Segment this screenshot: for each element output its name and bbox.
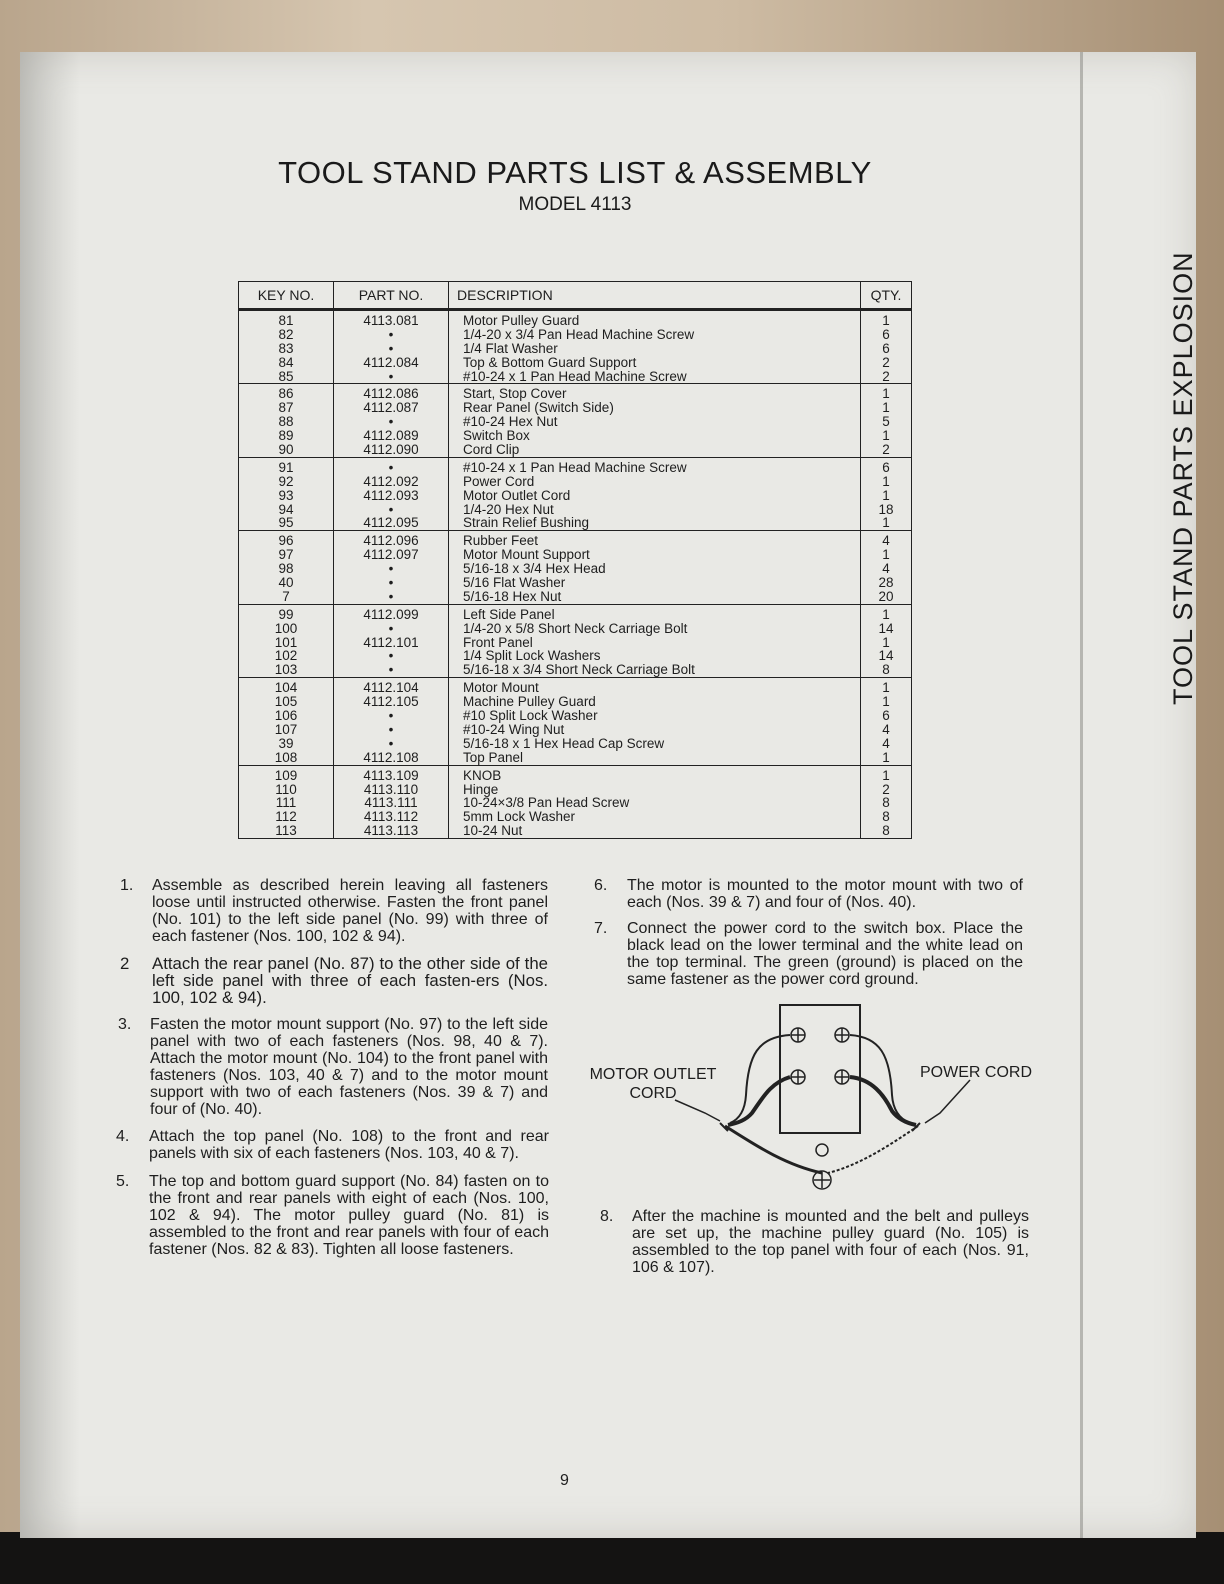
table-cell-line: 6 [882, 459, 890, 475]
table-cell-line: 4112.099 [363, 606, 419, 622]
table-cell-line: • [388, 501, 394, 517]
table-cell-line: 8 [882, 809, 890, 825]
part-no-cell [334, 531, 449, 604]
table-cell-line: #10 Split Lock Washer [463, 708, 598, 724]
table-cell-line: Hinge [463, 781, 499, 797]
table-cell-line: 5/16 Flat Washer [463, 575, 566, 591]
table-cell-line: 1 [882, 547, 890, 563]
table-cell-line: 4112.108 [363, 749, 419, 765]
table-cell-line: 5/16-18 x 3/4 Hex Head [463, 561, 606, 577]
table-cell-line: 1 [882, 694, 890, 710]
table-cell-line: 92 [278, 473, 294, 489]
key-no-cell [239, 765, 334, 838]
label-arrow-left [675, 1100, 720, 1121]
table-cell-line: • [388, 708, 394, 724]
table-cell-line: 2 [882, 781, 890, 797]
step-text: Assemble as described herein leaving all fasteners loose until instructed otherwise. Fasten the front panel (No. 101) to the left side panel (No. 99) with three of each fastener (Nos. 100, 102 & 94). [152, 877, 548, 945]
table-cell-line: • [388, 662, 394, 678]
step-number: 4. [116, 1128, 130, 1145]
table-cell-line: 109 [274, 767, 298, 783]
step-text: After the machine is mounted and the belt and pulleys are set up, the machine pulley guard (No. 105) is assembled to the top panel with four of each (Nos. 91, 106 & 107). [632, 1208, 1029, 1276]
table-cell-line: 89 [278, 428, 294, 444]
table-cell-line: #10-24 Hex Nut [463, 414, 558, 430]
table-cell-line: 4112.105 [363, 694, 419, 710]
table-cell-line: 10-24 Nut [463, 823, 523, 839]
table-cell-line: #10-24 x 1 Pan Head Machine Screw [463, 368, 687, 384]
table-cell-line: Cord Clip [463, 442, 520, 458]
wiring-diagram [580, 995, 1040, 1200]
table-cell-line: 90 [278, 442, 294, 458]
table-cell-line: Motor Outlet Cord [463, 487, 571, 503]
table-cell-line: 91 [278, 459, 294, 475]
table-cell-line: • [388, 459, 394, 475]
table-cell-line: 101 [274, 634, 298, 650]
terminal-screws [791, 1028, 849, 1084]
table-cell-line: 4 [882, 561, 890, 577]
table-cell-line: 1 [882, 400, 890, 416]
table-cell-line: 4113.113 [363, 823, 419, 839]
step-text: The top and bottom guard support (No. 84) fasten on to the front and rear panels with eight of each (Nos. 100, 102 & 94). The motor pulley guard (No. 81) is assembled to the front and rear panels with four of each fastener (Nos. 82 & 83). Tighten all loose fasteners. [149, 1173, 549, 1258]
part-no-cell [334, 604, 449, 677]
label-line-2: CORD [629, 1085, 677, 1102]
table-cell-line: 108 [274, 749, 298, 765]
table-cell-line: 2 [882, 442, 890, 458]
table-cell-line: 4112.087 [363, 400, 419, 416]
table-cell-line: Motor Pulley Guard [463, 313, 580, 328]
qty-cell [861, 678, 912, 765]
table-cell-line: • [388, 414, 394, 430]
table-cell-line: 1 [882, 313, 890, 328]
table-cell-line: 104 [274, 680, 298, 696]
qty-cell [861, 384, 912, 457]
table-cell-line: 1 [882, 606, 890, 622]
parts-table [238, 281, 912, 839]
description-cell [449, 604, 861, 677]
table-cell-line: 95 [278, 515, 294, 531]
table-cell-line: #10-24 Wing Nut [463, 721, 565, 737]
model-number: MODEL 4113 [518, 194, 632, 215]
table-row-group [239, 765, 912, 838]
part-no-cell [334, 384, 449, 457]
ground-screw [813, 1171, 831, 1189]
table-cell-line: 2 [882, 368, 890, 384]
header-qty: QTY. [861, 282, 912, 310]
table-cell-line: 112 [275, 809, 297, 825]
header-part-no: PART NO. [334, 282, 449, 310]
part-no-cell [334, 310, 449, 384]
table-row-group [239, 678, 912, 765]
table-cell-line: • [388, 721, 394, 737]
step-number: 6. [594, 877, 608, 894]
table-cell-line: 1 [882, 515, 890, 531]
key-no-cell [239, 457, 334, 530]
table-cell-line: 83 [278, 340, 294, 356]
table-cell-line: 87 [278, 400, 294, 416]
table-row-group [239, 384, 912, 457]
table-cell-line: 4113.081 [363, 313, 419, 328]
table-cell-line: 4112.089 [363, 428, 419, 444]
qty-cell [861, 765, 912, 838]
table-cell-line: 5/16-18 x 1 Hex Head Cap Screw [463, 735, 665, 751]
table-cell-line: 4112.090 [363, 442, 419, 458]
table-cell-line: 1 [882, 634, 890, 650]
side-title: TOOL STAND PARTS EXPLOSION [1168, 251, 1198, 705]
table-cell-line: 4113.110 [363, 781, 419, 797]
page-number: 9 [560, 1472, 569, 1489]
table-cell-line: 82 [278, 326, 294, 342]
key-no-cell [239, 678, 334, 765]
table-cell-line: 7 [282, 588, 290, 604]
table-cell-line: 4112.096 [363, 533, 419, 549]
table-cell-line: • [388, 735, 394, 751]
table-cell-line: Strain Relief Bushing [463, 515, 590, 531]
table-cell-line: 1/4-20 Hex Nut [463, 501, 554, 517]
table-cell-line: 10-24×3/8 Pan Head Screw [463, 795, 630, 811]
table-cell-line: 4112.093 [363, 487, 419, 503]
table-cell-line: 106 [274, 708, 298, 724]
table-cell-line: 97 [278, 547, 294, 563]
table-row-group [239, 310, 912, 384]
table-cell-line: Rear Panel (Switch Side) [463, 400, 614, 416]
table-cell-line: 4112.104 [363, 680, 419, 696]
table-cell-line: 4113.112 [363, 809, 419, 825]
table-cell-line: 5 [882, 414, 890, 430]
table-cell-line: • [388, 368, 394, 384]
table-cell-line: 6 [882, 708, 890, 724]
table-cell-line: 4112.084 [363, 354, 419, 370]
table-cell-line: 14 [878, 648, 894, 664]
table-cell-line: 5/16-18 x 3/4 Short Neck Carriage Bolt [463, 662, 695, 678]
table-cell-line: 4112.095 [363, 515, 419, 531]
table-cell-line: Rubber Feet [463, 533, 539, 549]
table-cell-line: • [388, 648, 394, 664]
table-cell-line: 5/16-18 Hex Nut [463, 588, 562, 604]
table-cell-line: KNOB [463, 767, 502, 783]
step-number: 8. [600, 1208, 614, 1225]
key-no-cell [239, 531, 334, 604]
table-cell-line: 1 [882, 767, 890, 783]
table-row-group [239, 604, 912, 677]
description-cell [449, 765, 861, 838]
table-cell-line: 8 [882, 795, 890, 811]
step-text: Attach the rear panel (No. 87) to the other side of the left side panel with three of each fasten-ers (Nos. 100, 102 & 94). [152, 954, 548, 1007]
motor-outlet-cord-label [588, 1065, 718, 1103]
table-cell-line: • [388, 326, 394, 342]
table-cell-line: 111 [275, 795, 297, 811]
header-key-no: KEY NO. [239, 282, 334, 310]
table-cell-line: 4113.109 [363, 767, 419, 783]
page-title: TOOL STAND PARTS LIST & ASSEMBLY [278, 155, 872, 190]
table-cell-line: Switch Box [463, 428, 530, 444]
table-cell-line: Motor Mount Support [463, 547, 590, 563]
table-cell-line: Start, Stop Cover [463, 386, 567, 402]
table-cell-line: • [388, 561, 394, 577]
table-cell-line: 105 [274, 694, 298, 710]
switch-box-outline [780, 1005, 860, 1133]
table-cell-line: 14 [878, 620, 894, 636]
ground-hole [816, 1144, 828, 1156]
table-cell-line: 110 [275, 781, 297, 797]
table-cell-line: • [388, 620, 394, 636]
key-no-cell [239, 604, 334, 677]
step-text: The motor is mounted to the motor mount with two of each (Nos. 39 & 7) and four of (Nos. 40). [627, 877, 1023, 911]
step-text: Connect the power cord to the switch box. Place the black lead on the lower terminal and the white lead on the top terminal. The green (ground) is placed on the same fastener as the power cord ground. [627, 920, 1023, 988]
step-text: Fasten the motor mount support (No. 97) to the left side panel with two of each fasteners (Nos. 98, 40 & 7). Attach the motor mount (No. 104) to the front panel with fasteners (Nos. 103, 40 & 7) and to the motor mount support with two of each fasteners (Nos. 39 & 7) and four of (No. 40). [150, 1016, 548, 1118]
table-cell-line: 113 [275, 823, 297, 839]
wire-leads [720, 1035, 920, 1173]
label-line-1: MOTOR OUTLET [589, 1066, 717, 1083]
table-cell-line: 40 [278, 575, 294, 591]
table-cell-line: 4112.086 [363, 386, 419, 402]
description-cell [449, 384, 861, 457]
table-cell-line: 1 [882, 386, 890, 402]
table-cell-line: Left Side Panel [463, 606, 555, 622]
description-cell [449, 678, 861, 765]
table-cell-line: 5mm Lock Washer [463, 809, 576, 825]
desk-edge [0, 1532, 1224, 1584]
table-cell-line: #10-24 x 1 Pan Head Machine Screw [463, 459, 687, 475]
table-cell-line: 1/4 Split Lock Washers [463, 648, 601, 664]
table-cell-line: 103 [274, 662, 298, 678]
description-cell [449, 531, 861, 604]
table-row-group [239, 531, 912, 604]
table-cell-line: 88 [278, 414, 294, 430]
table-cell-line: Front Panel [463, 634, 533, 650]
table-cell-line: 1 [882, 487, 890, 503]
table-cell-line: 18 [878, 501, 894, 517]
description-cell [449, 457, 861, 530]
table-cell-line: 39 [278, 735, 294, 751]
page-shadow [20, 52, 80, 1538]
table-cell-line: 86 [278, 386, 294, 402]
part-no-cell [334, 457, 449, 530]
table-cell-line: 4113.111 [364, 795, 418, 811]
part-no-cell [334, 678, 449, 765]
table-cell-line: 94 [278, 501, 294, 517]
step-number: 3. [118, 1016, 132, 1033]
table-cell-line: 8 [882, 823, 890, 839]
step-text: Attach the top panel (No. 108) to the front and rear panels with six of each fasteners (Nos. 103, 40 & 7). [149, 1128, 549, 1162]
description-cell [449, 310, 861, 384]
qty-cell [861, 310, 912, 384]
table-cell-line: 96 [278, 533, 294, 549]
table-cell-line: 4112.101 [363, 634, 419, 650]
table-cell-line: 107 [274, 721, 298, 737]
table-cell-line: 1 [882, 473, 890, 489]
table-cell-line: 4112.092 [363, 473, 419, 489]
part-no-cell [334, 765, 449, 838]
table-cell-line: 93 [278, 487, 294, 503]
label-arrow-right [925, 1080, 970, 1123]
table-cell-line: Top Panel [463, 749, 524, 765]
table-cell-line: 1/4-20 x 3/4 Pan Head Machine Screw [463, 326, 695, 342]
table-cell-line: 1 [882, 428, 890, 444]
table-cell-line: 84 [278, 354, 294, 370]
table-cell-line: 8 [882, 662, 890, 678]
table-cell-line: 99 [278, 606, 294, 622]
page-fold [1080, 52, 1083, 1538]
table-cell-line: 4 [882, 533, 890, 549]
table-cell-line: 1/4 Flat Washer [463, 340, 558, 356]
table-cell-line: 6 [882, 340, 890, 356]
table-cell-line: 98 [278, 561, 294, 577]
table-cell-line: Power Cord [463, 473, 535, 489]
step-number: 1. [120, 877, 134, 894]
step-number: 2 [120, 954, 130, 973]
table-cell-line: Motor Mount [463, 680, 539, 696]
step-number: 7. [594, 920, 608, 937]
qty-cell [861, 604, 912, 677]
table-cell-line: 4112.097 [363, 547, 419, 563]
table-cell-line: Machine Pulley Guard [463, 694, 596, 710]
table-cell-line: 20 [878, 588, 894, 604]
table-cell-line: • [388, 340, 394, 356]
table-cell-line: 100 [274, 620, 298, 636]
table-cell-line: 85 [278, 368, 294, 384]
power-cord-label: POWER CORD [920, 1064, 1032, 1081]
table-cell-line: Top & Bottom Guard Support [463, 354, 637, 370]
table-cell-line: 1/4-20 x 5/8 Short Neck Carriage Bolt [463, 620, 688, 636]
table-cell-line: 2 [882, 354, 890, 370]
table-cell-line: 81 [278, 313, 294, 328]
table-cell-line: 6 [882, 326, 890, 342]
table-cell-line: 102 [274, 648, 298, 664]
table-cell-line: • [388, 588, 394, 604]
qty-cell [861, 457, 912, 530]
parts-table-body [239, 310, 912, 839]
table-cell-line: 4 [882, 735, 890, 751]
qty-cell [861, 531, 912, 604]
table-cell-line: 4 [882, 721, 890, 737]
table-header-row [239, 282, 912, 310]
table-row-group [239, 457, 912, 530]
table-cell-line: 1 [882, 680, 890, 696]
step-number: 5. [116, 1173, 130, 1190]
table-cell-line: • [388, 575, 394, 591]
table-cell-line: 1 [882, 749, 890, 765]
table-cell-line: 28 [878, 575, 894, 591]
header-description: DESCRIPTION [449, 282, 861, 310]
key-no-cell [239, 384, 334, 457]
key-no-cell [239, 310, 334, 384]
